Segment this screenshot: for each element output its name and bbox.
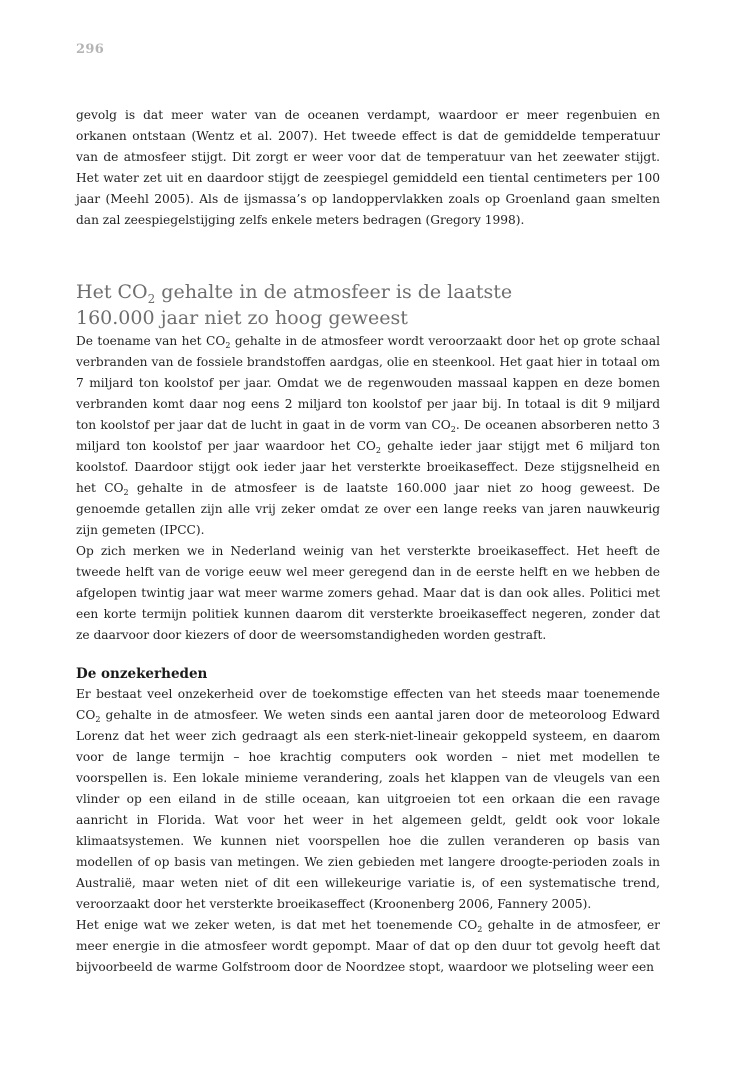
subscript-2: 2 <box>450 425 456 434</box>
subscript-2: 2 <box>375 446 381 455</box>
heading-text-start: Het CO <box>76 281 148 303</box>
text-run: gehalte in de atmosfeer is de laatste 160.000 jaar niet zo hoog geweest. De genoemde getallen zijn alle vrij zeker omdat ze over een lange reeks van jaren nauwkeurig zijn gemeten (IPCC). <box>76 481 660 537</box>
text-run: Het enige wat we zeker weten, is dat met het toenemende CO <box>76 918 478 932</box>
subscript-2: 2 <box>95 715 101 724</box>
text-run: gehalte in de atmosfeer, er meer energie in die atmosfeer wordt gepompt. Maar of dat op den duur tot gevolg heeft dat bijvoorbeeld de warme Golfstroom door de Noordzee stopt, waardoor we plotseling weer een <box>76 918 661 974</box>
heading-subscript: 2 <box>147 292 156 306</box>
text-run: gehalte ieder jaar stijgt met 6 miljard ton koolstof. Daardoor stijgt ook ieder jaar het versterkte broeikaseffect. Deze stijgsnelheid en het CO <box>76 439 660 495</box>
text-run: De toename van het CO <box>76 334 226 348</box>
final-paragraph <box>76 915 660 978</box>
text-run: gehalte in de atmosfeer. We weten sinds een aantal jaren door de meteoroloog Edward Lorenz dat het weer zich gedraagt als een sterk-niet-lineair gekoppeld systeem, en daarom voor de lange termijn – hoe krachtig computers ook worden – niet met modellen te voorspellen is. Een lokale minieme verandering, zoals het klappen van de vleugels van een vlinder op een eiland in de stille oceaan, kan uitgroeien tot een orkaan die een ravage aanricht in Florida. Wat voor het weer in het algemeen geldt, geldt ook voor lokale klimaatsystemen. We kunnen niet voorspellen hoe die zullen veranderen op basis van modellen of op basis van metingen. We zien gebieden met langere droogte-perioden zoals in Australië, maar weten niet of dit een willekeurige variatie is, of een systematische trend, veroorzaakt door het versterkte broeikaseffect (Kroonenberg 2006, Fannery 2005). <box>76 708 660 911</box>
section-heading <box>76 279 660 331</box>
section-paragraph <box>76 331 660 541</box>
uncertainty-paragraph <box>76 684 660 915</box>
intro-paragraph: gevolg is dat meer water van de oceanen verdampt, waardoor er meer regenbuien en orkanen ontstaan (Wentz et al. 2007). Het tweede effect is dat de gemiddelde temperatuur van de atmosfeer stijgt. Dit zorgt er weer voor dat de temperatuur van het zeewater stijgt. Het water zet uit en daardoor stijgt de zeespiegel gemiddeld een tiental centimeters per 100 jaar (Meehl 2005). Als de ijsmassa’s op landoppervlakken zoals op Groenland gaan smelten dan zal zeespiegelstijging zelfs enkele meters bedragen (Gregory 1998). <box>76 108 660 227</box>
text-run: Er bestaat veel onzekerheid over de toekomstige effecten van het steeds maar toenemende CO <box>76 687 660 722</box>
subheading-uncertainties: De onzekerheden <box>76 666 208 682</box>
subscript-2: 2 <box>477 925 483 934</box>
text-run: . De oceanen absorberen netto 3 miljard ton koolstof per jaar waardoor het CO <box>76 418 660 453</box>
text-run: gehalte in de atmosfeer wordt veroorzaakt door het op grote schaal verbranden van de fossiele brandstoffen aardgas, olie en steenkool. Het gaat hier in totaal om 7 miljard ton koolstof per jaar. Omdat we de regenwouden massaal kappen en deze bomen verbranden komt daar nog eens 2 miljard ton koolstof per jaar bij. In totaal is dit 9 miljard ton koolstof per jaar dat de lucht in gaat in de vorm van CO <box>76 334 660 432</box>
subscript-2: 2 <box>225 341 231 350</box>
heading-text-end: gehalte in de atmosfeer is de laatste <box>155 281 513 303</box>
netherlands-paragraph: Op zich merken we in Nederland weinig van het versterkte broeikaseffect. Het heeft de tweede helft van de vorige eeuw wel meer geregend dan in de eerste helft en we hebben de afgelopen twintig jaar wat meer warme zomers gehad. Maar dat is dan ook alles. Politici met een korte termijn politiek kunnen daarom dit versterkte broeikaseffect negeren, zonder dat ze daarvoor door kiezers of door de weersomstandigheden worden gestraft. <box>76 544 660 642</box>
heading-line-2: 160.000 jaar niet zo hoog geweest <box>76 307 408 329</box>
page-number: 296 <box>76 42 105 57</box>
subscript-2: 2 <box>123 488 129 497</box>
page-content <box>76 105 660 978</box>
